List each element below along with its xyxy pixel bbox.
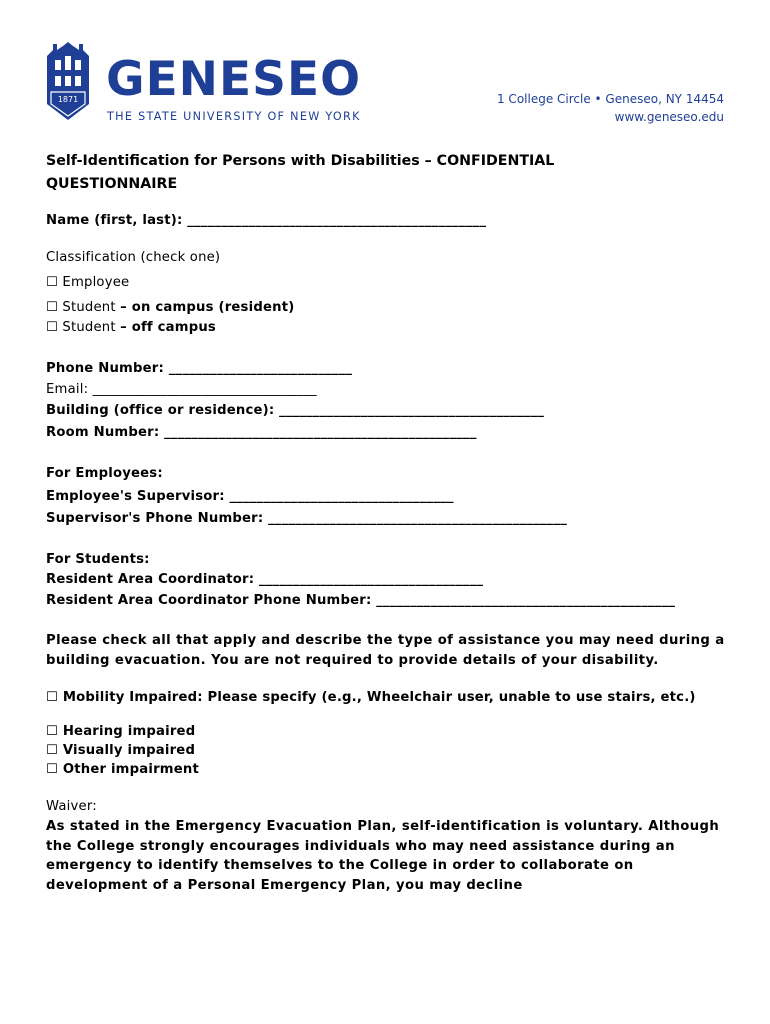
phone-field[interactable]: Phone Number: ___________________________: [46, 361, 353, 376]
logo-year: 1871: [57, 95, 79, 104]
supervisor-field[interactable]: Employee's Supervisor: _________________________________: [46, 489, 454, 504]
geneseo-tower-logo: [43, 42, 93, 122]
waiver-text: As stated in the Emergency Evacuation Plan, self-identification is voluntary. Although the College strongly encourages individuals who may need assistance during an emergency to identify themselves to the College in order to collaborate on development of a Personal Emergency Plan, you may decline: [46, 819, 720, 893]
checkbox-student-on-campus[interactable]: [46, 299, 294, 317]
name-field[interactable]: Name (first, last): ____________________________________________: [46, 213, 487, 228]
checkbox-hearing[interactable]: ☐ Hearing impaired: [46, 724, 196, 739]
students-heading: For Students:: [46, 552, 150, 567]
email-field[interactable]: Email: _________________________________: [46, 382, 317, 397]
option-detail: – on campus (resident): [120, 300, 295, 315]
address-line: 1 College Circle • Geneseo, NY 14454: [496, 92, 724, 106]
option-detail: – off campus: [120, 320, 216, 335]
rac-field[interactable]: Resident Area Coordinator: _________________________________: [46, 572, 484, 587]
checkbox-student-off-campus[interactable]: [46, 319, 216, 337]
checkbox-other[interactable]: ☐ Other impairment: [46, 762, 199, 777]
checkbox-mobility[interactable]: ☐ Mobility Impaired: Please specify (e.g., Wheelchair user, unable to use stairs, etc.): [46, 690, 696, 705]
website-line: www.geneseo.edu: [614, 110, 724, 124]
brand-tagline: THE STATE UNIVERSITY OF NEW YORK: [107, 110, 361, 123]
brand-wordmark: GENESEO: [106, 52, 362, 107]
option-label: ☐ Student: [46, 300, 121, 315]
waiver-heading: Waiver:: [46, 799, 97, 814]
room-field[interactable]: Room Number: ______________________________________________: [46, 425, 477, 440]
building-field[interactable]: Building (office or residence): _______________________________________: [46, 403, 545, 418]
option-label: ☐ Student: [46, 320, 121, 335]
assistance-instructions: Please check all that apply and describe the type of assistance you may need during a building evacuation. You are not required to provide details of your disability.: [46, 633, 725, 668]
checkbox-visual[interactable]: ☐ Visually impaired: [46, 743, 196, 758]
classification-heading: Classification (check one): [46, 250, 221, 265]
letterhead: [0, 0, 770, 140]
checkbox-employee[interactable]: ☐ Employee: [46, 275, 130, 290]
document-title: Self-Identification for Persons with Disabilities – CONFIDENTIAL QUESTIONNAIRE: [46, 153, 555, 192]
rac-phone-field[interactable]: Resident Area Coordinator Phone Number: ____________________________________________: [46, 593, 676, 608]
supervisor-phone-field[interactable]: Supervisor's Phone Number: ____________________________________________: [46, 511, 568, 526]
employees-heading: For Employees:: [46, 466, 163, 481]
